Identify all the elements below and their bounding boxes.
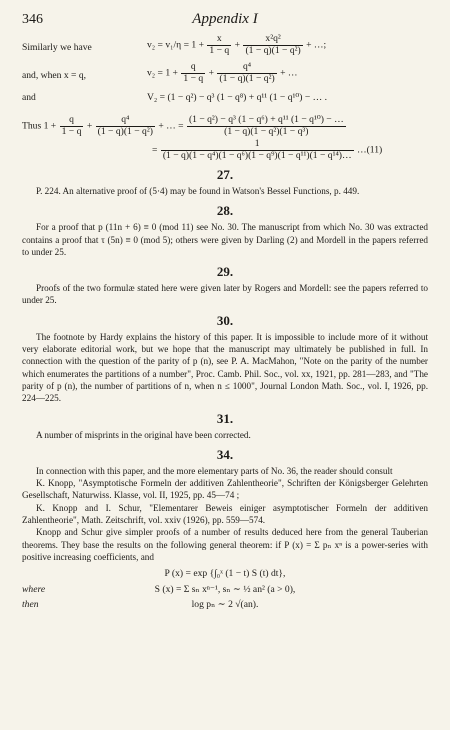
equation-3-label: and — [22, 92, 36, 103]
section-34-theorem: Knopp and Schur give simpler proofs of a number of results deduced here from the general Tauberian theorems. They base the results on the following general theorem: if P (x) = Σ pₙ xⁿ is a power-series with positive increasing coefficients, and — [22, 527, 428, 562]
equation-3: and V₂ = (1 − q²) − q³ (1 − q⁸) + q¹¹ (1 − q¹⁰) − … . — [22, 92, 328, 103]
page-number: 346 — [22, 12, 43, 27]
equation-4: Thus 1 + $\frac{q}{1 - q}$ + $\frac{\text{q⁴}}{\text{(1 − q)(1 − q²)}}$ + … = $\frac{\text{(1 − q²) − q³ (1 − q⁶) + q¹¹ (1 − q¹⁰) − …}}{\text{(1 − q)(1 − q²)(1 − q³)}}$ — [22, 114, 344, 137]
reference-knopp: K. Knopp, "Asymptotische Formeln der additiven Zahlentheorie", Schriften der Königsberger Gelehrten Gesellschaft, Naturwiss. Klasse, vol. II, 1925, pp. 45—74 ; — [22, 478, 428, 501]
section-34-intro: In connection with this paper, and the more elementary parts of No. 36, the reader should consult — [36, 465, 393, 476]
display-equation-1: P (x) = exp {∫₀ˣ (1 − t) S (t) dt}, — [164, 568, 286, 580]
equation-1: Similarly we have v₂ = v₁/η = 1 + $\frac{x}{1 - q}$ + $\frac{\text{x²q²}}{\text{(1 − q)(1 − q²)}}$ + …; — [22, 33, 327, 56]
equation-5: = $\frac{1}{\text{(1 − q)(1 − q⁴)(1 − q⁶)(1 − q⁹)(1 − q¹¹)(1 − q¹⁴)…}}$ …(11) — [152, 138, 383, 161]
reference-knopp-schur: K. Knopp and I. Schur, "Elementarer Beweis einiger asymptotischer Formeln der additiven Zahlentheorie", Math. Zeitschrift, vol. xxiv (1926), pp. 559—574. — [22, 502, 428, 526]
section-heading-34: 34. — [216, 446, 234, 462]
section-heading-29: 29. — [216, 264, 234, 280]
page-header — [22, 12, 428, 34]
display-equation-3: then log pₙ ∼ 2 √(an). — [22, 599, 259, 611]
section-31-text: A number of misprints in the original have been corrected. — [36, 429, 251, 440]
equation-2: and, when x = q, v₂ = 1 + $\frac{q}{1 - q}$ + $\frac{\text{q⁴}}{\text{(1 − q)(1 − q²)}}$ + … — [22, 61, 298, 84]
section-heading-28: 28. — [216, 203, 234, 219]
running-title: Appendix I — [192, 11, 258, 27]
section-28-text: For a proof that p (11n + 6) ≡ 0 (mod 11) see No. 30. The manuscript from which No. 30 was extracted contains a proof that τ (5n) ≡ 0 (mod 5); others were given by Darling (2) and Mordell in the papers referred to under 25. — [22, 222, 428, 257]
section-27-text: P. 224. An alternative proof of (5·4) may be found in Watson's Bessel Functions, p. 449. — [36, 186, 360, 196]
section-29-text: Proofs of the two formulæ stated here were given later by Rogers and Mordell: see the papers referred to under 25. — [22, 283, 428, 306]
display-equation-2: where S (x) = Σ sₙ xⁿ⁻¹, sₙ ∼ ½ an² (a > 0), — [22, 584, 296, 596]
equation-1-label: Similarly we have — [22, 42, 92, 53]
section-heading-30: 30. — [216, 312, 234, 328]
equation-tag: …(11) — [356, 144, 383, 156]
section-heading-27: 27. — [216, 167, 234, 182]
section-heading-31: 31. — [216, 410, 234, 426]
equation-2-label: and, when x = q, — [22, 70, 87, 81]
section-30-text: The footnote by Hardy explains the history of this paper. It is impossible to include more of it without very elaborate editorial work, but we hope that the manuscript may ultimately be published in full. In connection with the question of the parity of p (n), see P. A. MacMahon, "Note on the parity of the number which enumerates the partitions of a number", Proc. Camb. Phil. Soc., vol. xx, 1921, pp. 281—283, and "The parity of p (n), the number of partitions of n, when n ≤ 1000", Journal London Math. Soc., vol. I, 1926, pp. 224—225. — [22, 331, 428, 404]
